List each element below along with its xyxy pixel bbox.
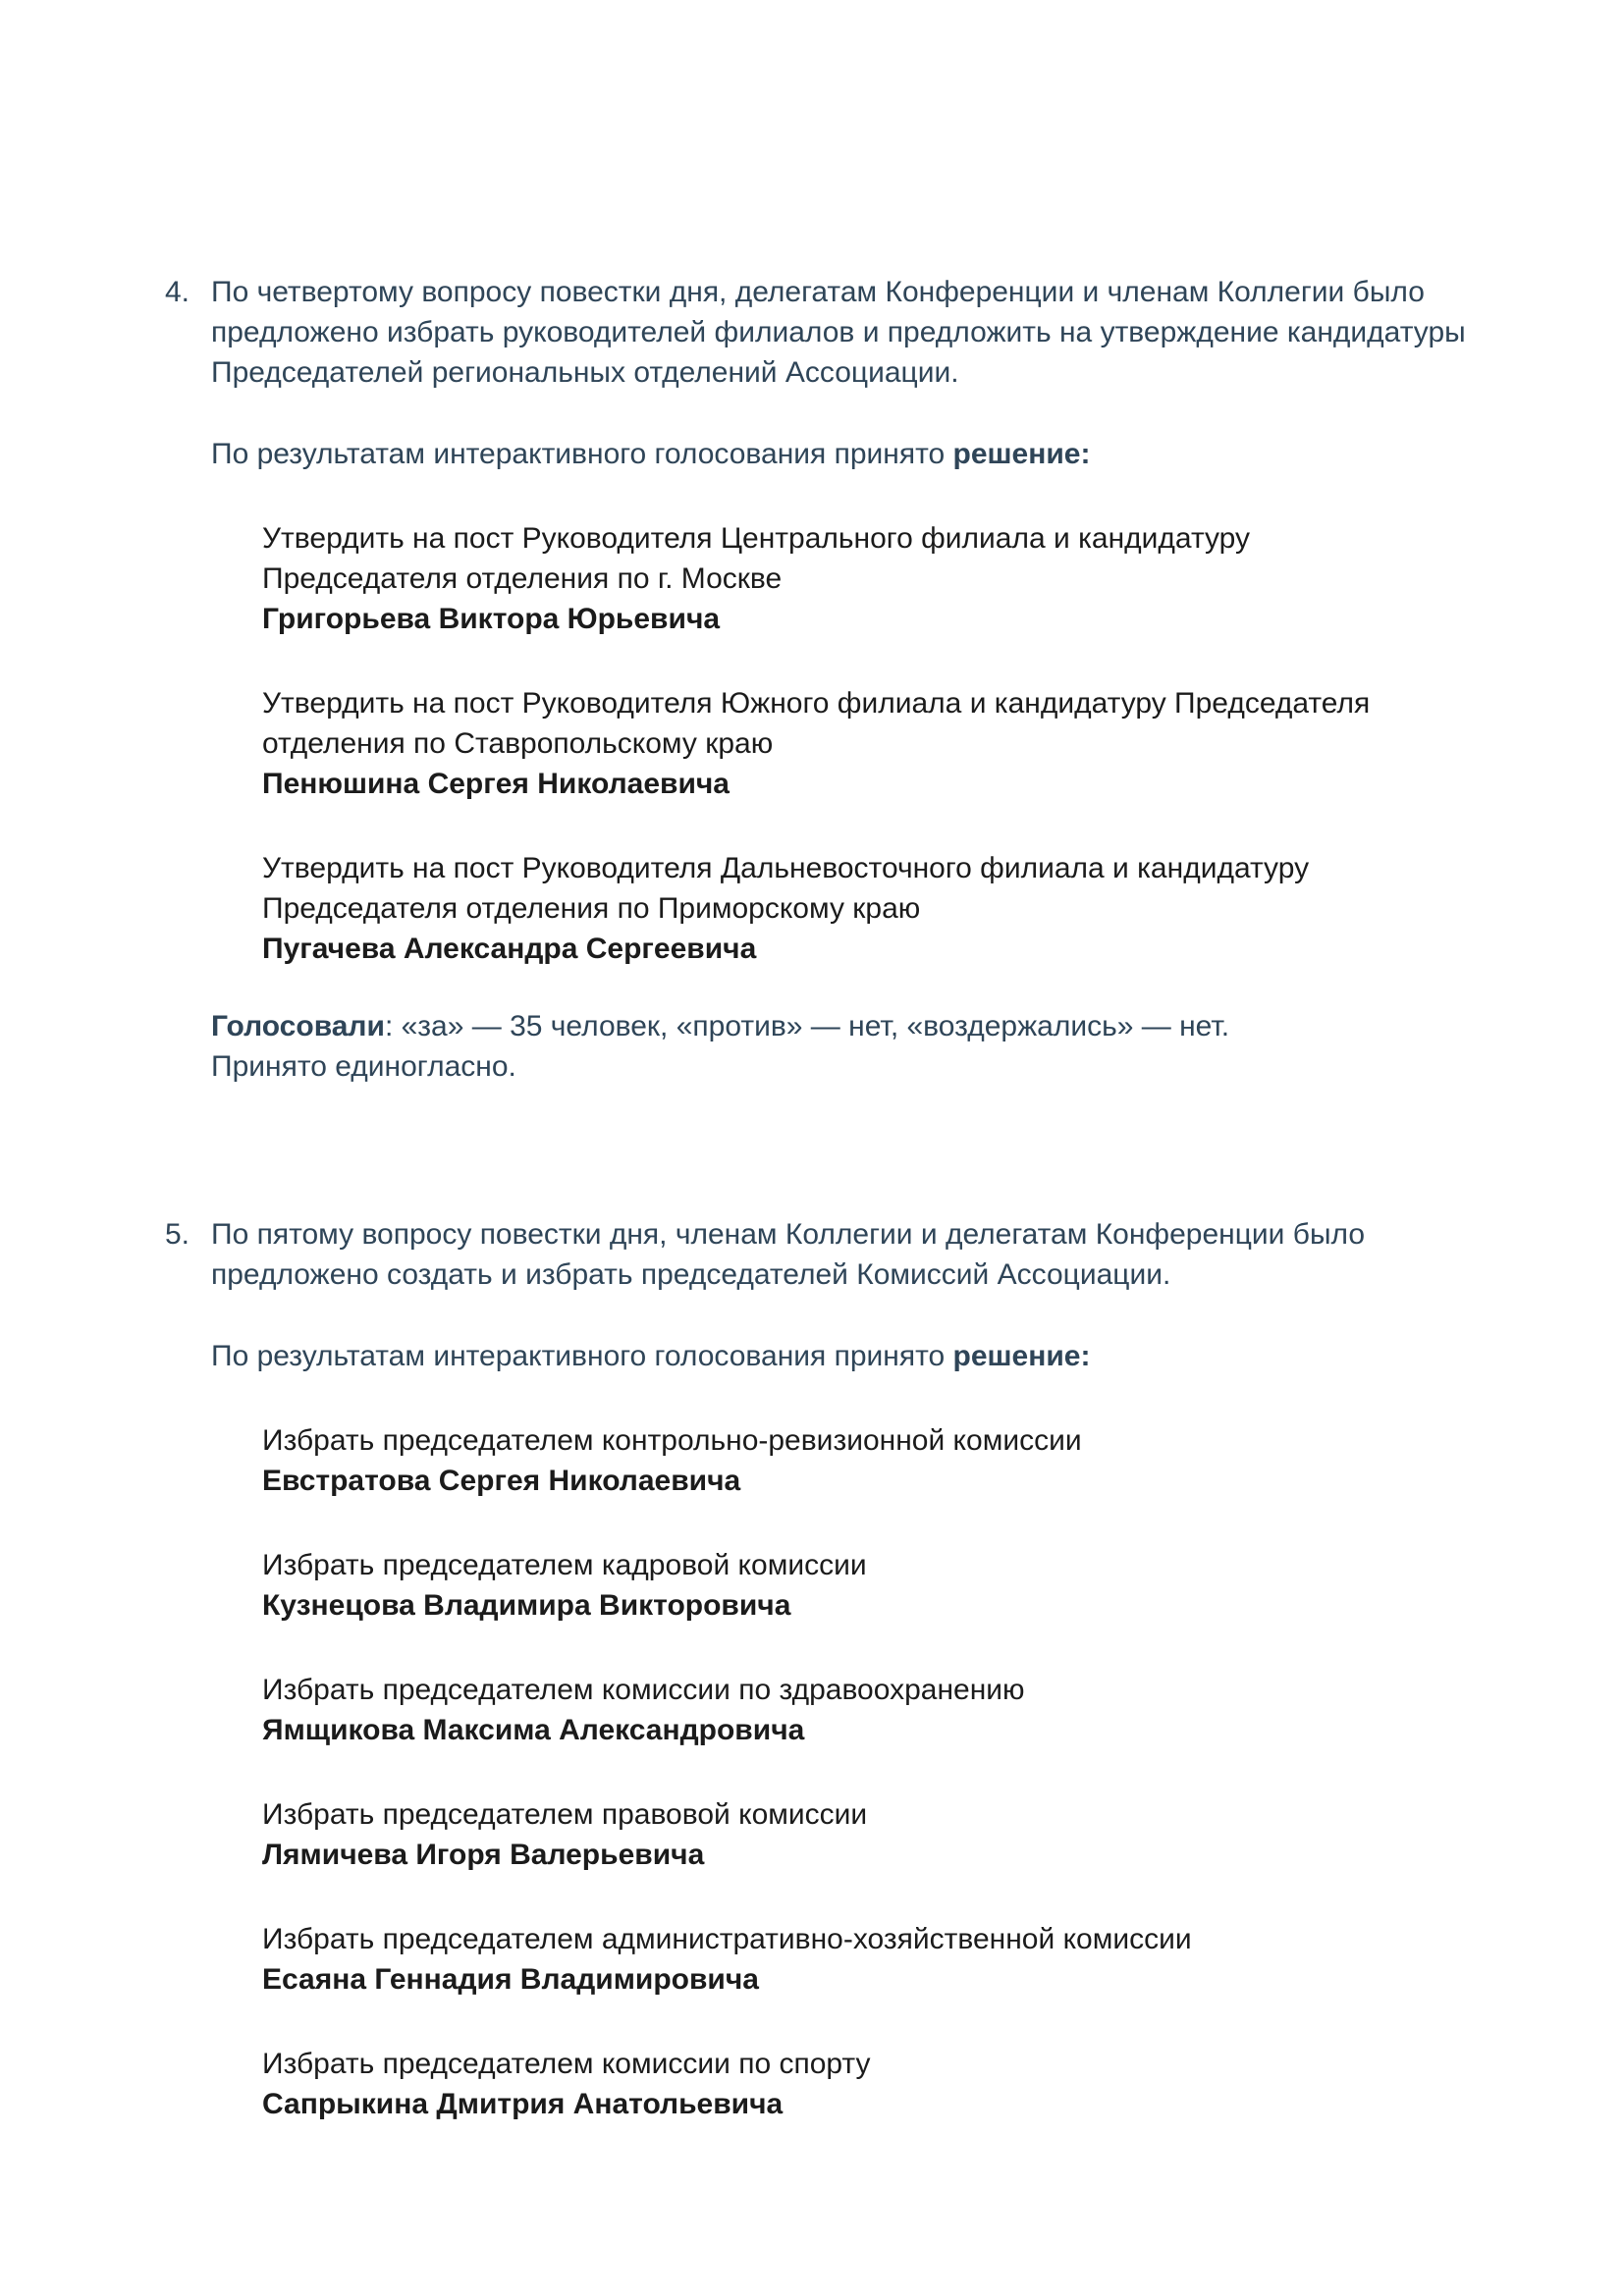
item-number-5: 5. <box>165 1218 190 1251</box>
decision-block <box>262 1794 1421 1875</box>
agenda-item-4 <box>165 272 1564 1087</box>
decision-person-name: Есаяна Геннадия Владимировича <box>262 1963 759 1996</box>
decision-block <box>262 518 1421 639</box>
decision-block <box>262 683 1421 804</box>
decision-block <box>262 848 1421 969</box>
decision-person-name: Григорьева Виктора Юрьевича <box>262 603 721 635</box>
item-4-body <box>211 272 1564 1087</box>
result-prefix: По результатам интерактивного голосования принято <box>211 438 946 470</box>
decision-text: Утвердить на пост Руководителя Дальневосточного филиала и кандидатуру Председателя отделения по Приморскому краю <box>262 852 1310 925</box>
decision-text: Утвердить на пост Руководителя Центрального филиала и кандидатуру Председателя отделения по г. Москве <box>262 522 1251 595</box>
item-4-result-line <box>211 434 1468 474</box>
voting-unanimous-line: Принято единогласно. <box>211 1050 516 1083</box>
result-prefix: По результатам интерактивного голосования принято <box>211 1340 946 1372</box>
decision-block <box>262 1670 1421 1750</box>
item-number-4: 4. <box>165 276 190 308</box>
decision-text: Избрать председателем кадровой комиссии <box>262 1549 867 1581</box>
item-5-intro: По пятому вопросу повестки дня, членам Коллегии и делегатам Конференции было предложено создать и избрать председателей Комиссий Ассоциации. <box>211 1218 1366 1291</box>
voting-detail: : «за» — 35 человек, «против» — нет, «воздержались» — нет. <box>384 1010 1230 1042</box>
decision-person-name: Пугачева Александра Сергеевича <box>262 933 757 965</box>
decision-block <box>262 1420 1421 1501</box>
item-5-decisions <box>262 1420 1564 2124</box>
decision-person-name: Ямщикова Максима Александровича <box>262 1714 805 1746</box>
result-bold-word: решение: <box>952 1340 1091 1372</box>
decision-text: Избрать председателем комиссии по спорту <box>262 2048 871 2080</box>
result-bold-word: решение: <box>952 438 1091 470</box>
agenda-item-5 <box>165 1214 1564 2124</box>
decision-person-name: Лямичева Игоря Валерьевича <box>262 1839 705 1871</box>
item-4-intro: По четвертому вопросу повестки дня, делегатам Конференции и членам Коллегии было предложено избрать руководителей филиалов и предложить на утверждение кандидатуры Председателей региональных отделений Ассоциации. <box>211 276 1466 389</box>
decision-person-name: Пенюшина Сергея Николаевича <box>262 768 730 800</box>
decision-block <box>262 1545 1421 1626</box>
voting-summary <box>211 1006 1429 1046</box>
decision-text: Избрать председателем правовой комиссии <box>262 1798 868 1831</box>
decision-person-name: Сапрыкина Дмитрия Анатольевича <box>262 2088 784 2120</box>
decision-text: Избрать председателем административно-хозяйственной комиссии <box>262 1923 1192 1955</box>
decision-person-name: Кузнецова Владимира Викторовича <box>262 1589 791 1622</box>
decision-person-name: Евстратова Сергея Николаевича <box>262 1465 741 1497</box>
decision-text: Избрать председателем комиссии по здравоохранению <box>262 1674 1025 1706</box>
decision-text: Утвердить на пост Руководителя Южного филиала и кандидатуру Председателя отделения по Ставропольскому краю <box>262 687 1371 760</box>
decision-text: Избрать председателем контрольно-ревизионной комиссии <box>262 1424 1082 1457</box>
item-5-body <box>211 1214 1564 2124</box>
item-4-decisions <box>262 518 1564 969</box>
decision-block <box>262 2044 1421 2124</box>
voting-label: Голосовали <box>211 1010 385 1042</box>
item-5-result-line <box>211 1336 1468 1376</box>
decision-block <box>262 1919 1421 2000</box>
